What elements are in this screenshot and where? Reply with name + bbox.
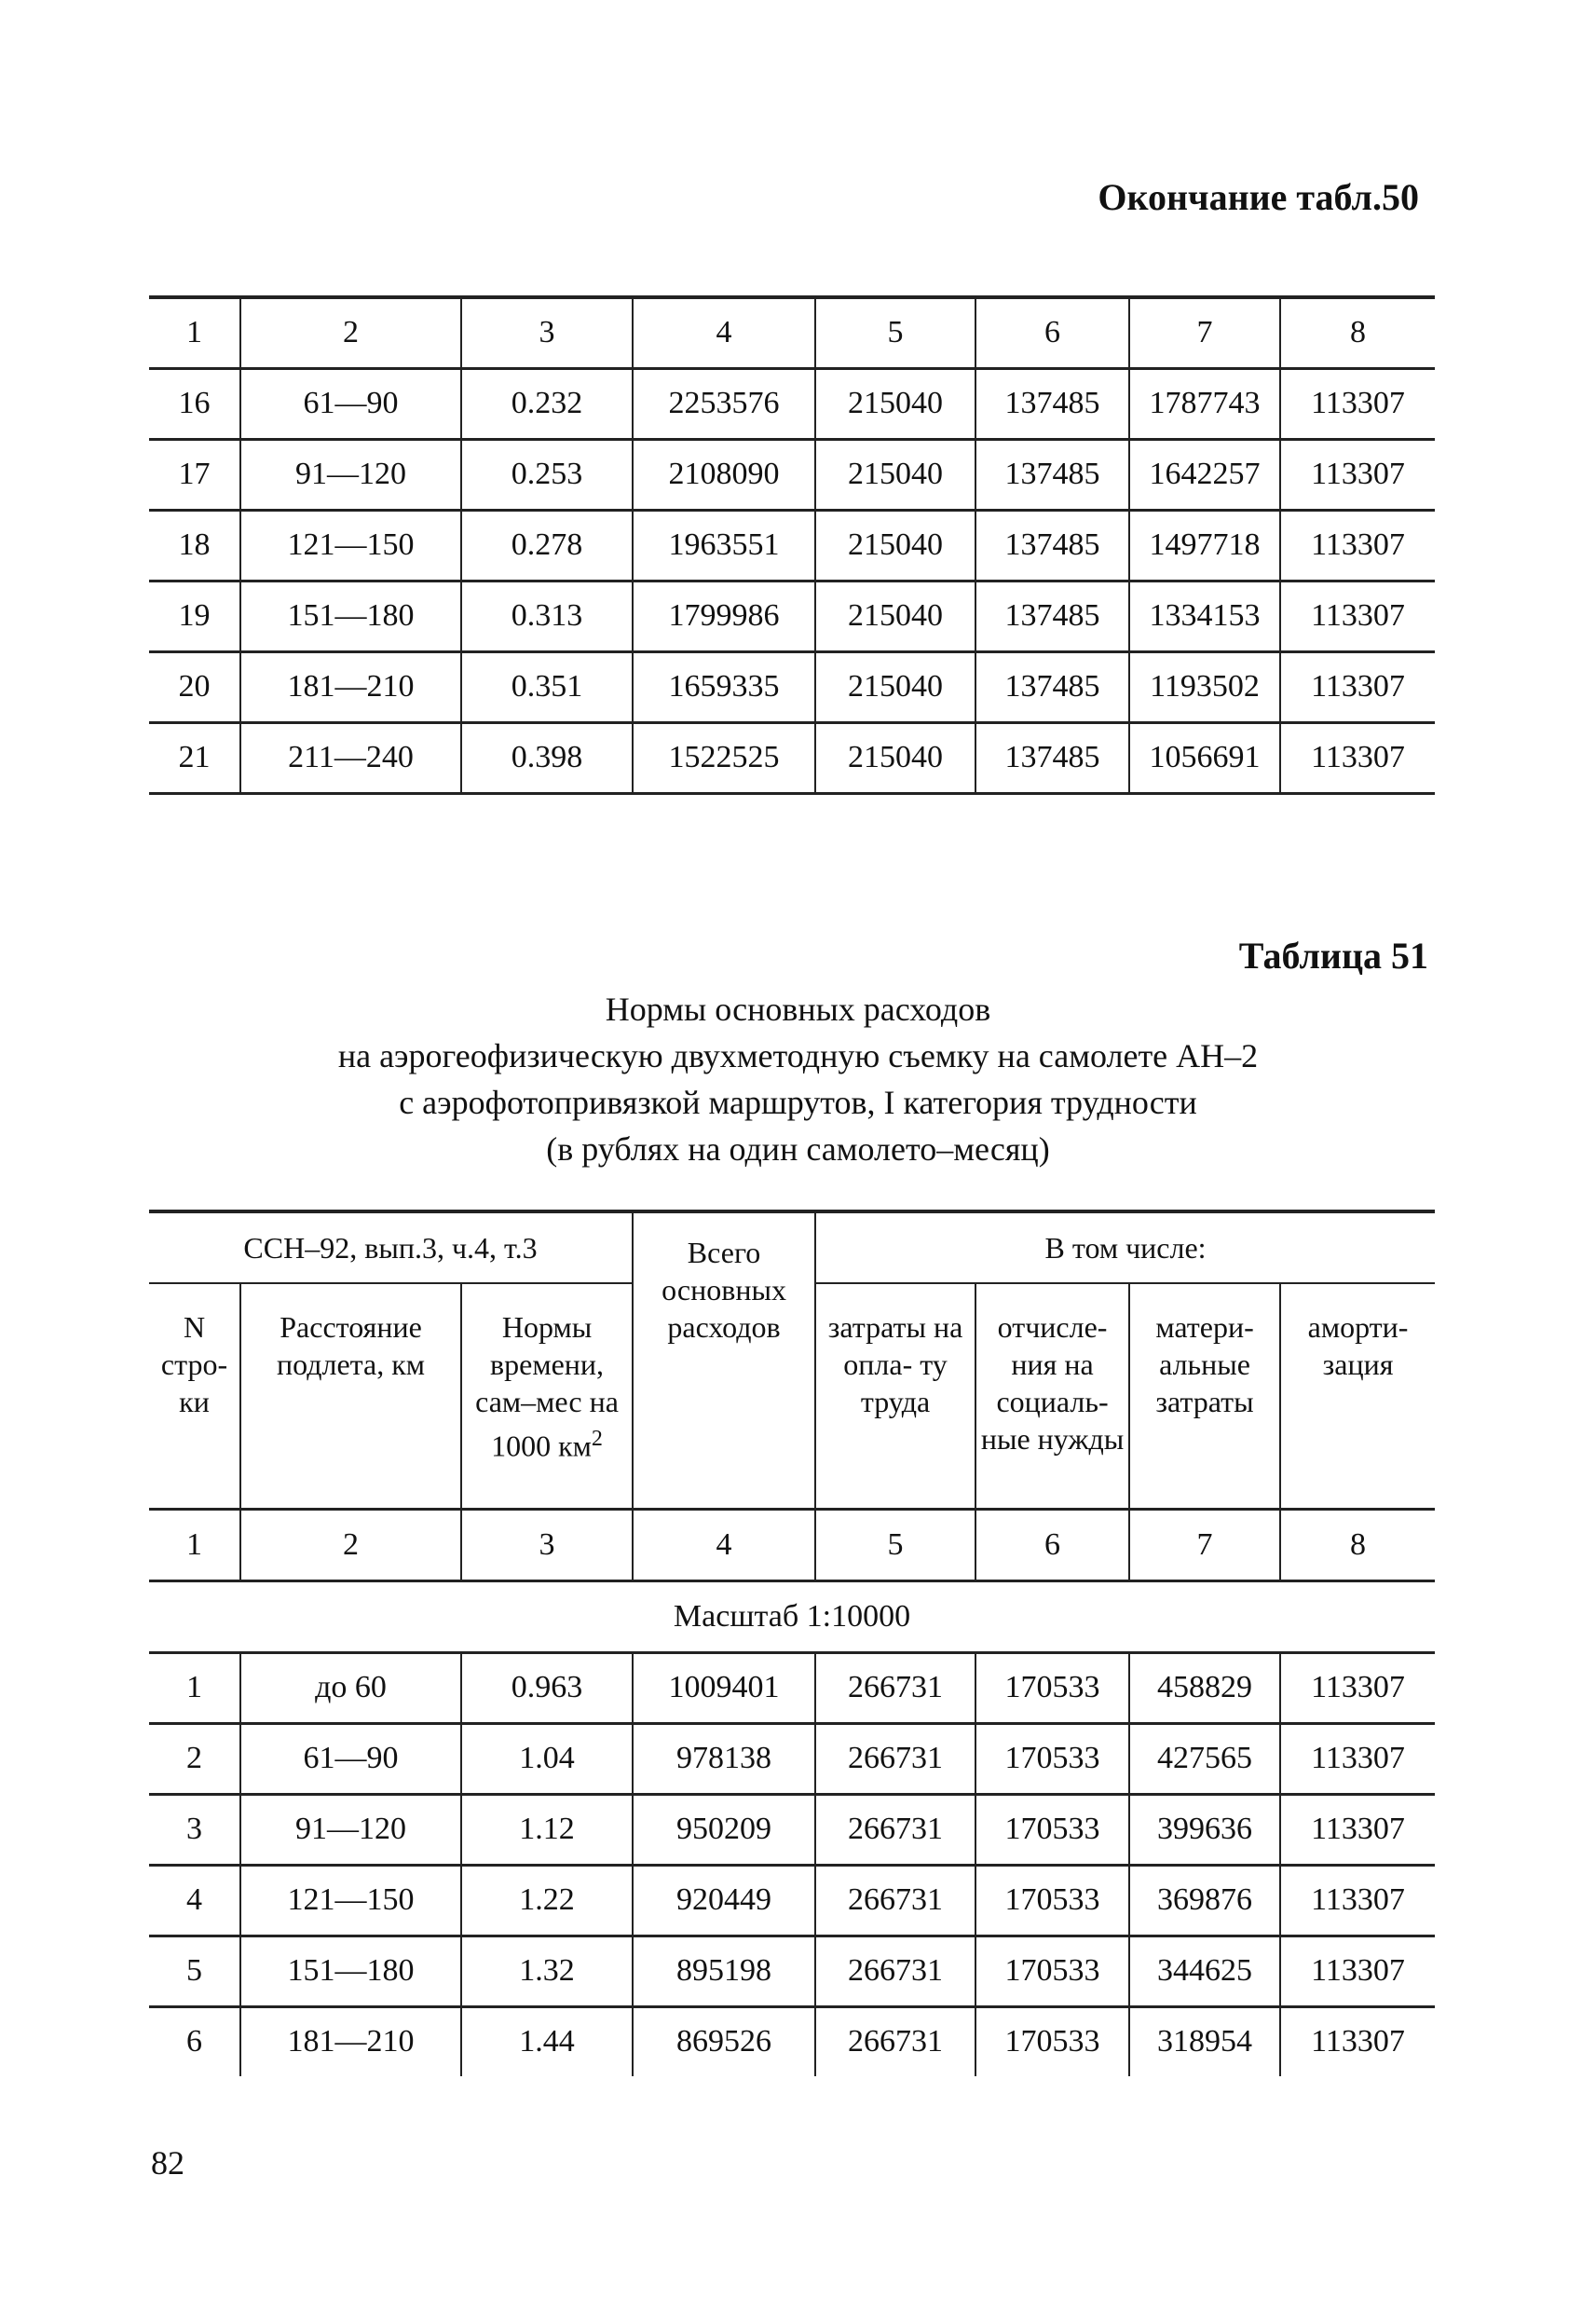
column-number-cell: 5 — [815, 1509, 975, 1580]
table-cell: 121—150 — [240, 510, 461, 581]
table-cell: 1 — [149, 1652, 240, 1723]
table-cell: 920449 — [633, 1865, 815, 1936]
table-row — [149, 368, 1435, 439]
table-cell: 266731 — [815, 2006, 975, 2076]
table-cell: 215040 — [815, 722, 975, 793]
table-header-row — [149, 297, 1435, 368]
table-cell: 458829 — [1129, 1652, 1280, 1723]
table-50-continuation — [149, 295, 1435, 795]
col-labor-header: затраты на опла- ту труда — [815, 1283, 975, 1509]
table-cell: 0.278 — [461, 510, 633, 581]
table-cell: 91—120 — [240, 439, 461, 510]
table-cell: 16 — [149, 368, 240, 439]
table-cell: 113307 — [1280, 2006, 1435, 2076]
column-number-cell: 4 — [633, 297, 815, 368]
table-row — [149, 2006, 1435, 2076]
table-cell: 151—180 — [240, 581, 461, 651]
column-number-cell: 6 — [975, 1509, 1129, 1580]
col-time-norm-text: Нормы времени, сам–мес на 1000 км — [475, 1310, 619, 1463]
table-51-title-line-1: Нормы основных расходов — [605, 991, 991, 1028]
column-number-cell: 7 — [1129, 297, 1280, 368]
table-cell: 91—120 — [240, 1794, 461, 1865]
table-cell: 0.398 — [461, 722, 633, 793]
table-row — [149, 722, 1435, 793]
table-cell: 121—150 — [240, 1865, 461, 1936]
col-time-norm-sup: 2 — [591, 1427, 603, 1451]
table-cell: 1787743 — [1129, 368, 1280, 439]
table-row — [149, 1652, 1435, 1723]
col-materials-header: матери- альные затраты — [1129, 1283, 1280, 1509]
table-cell: 1497718 — [1129, 510, 1280, 581]
table-cell: 6 — [186, 2024, 202, 2059]
table-cell: 21 — [149, 722, 240, 793]
column-number-cell: 8 — [1280, 1509, 1435, 1580]
table-cell: 61—90 — [240, 368, 461, 439]
table-cell: 0.313 — [461, 581, 633, 651]
table-cell: 113307 — [1280, 1652, 1435, 1723]
col-social-header: отчисле- ния на социаль- ные нужды — [975, 1283, 1129, 1509]
table-cell: 1.22 — [461, 1865, 633, 1936]
table-cell: 61—90 — [240, 1723, 461, 1794]
table-cell: 181—210 — [240, 2006, 461, 2076]
section-scale-header: Масштаб 1:10000 — [149, 1580, 1435, 1652]
group-header-ssn: ССН–92, вып.3, ч.4, т.3 — [149, 1211, 633, 1283]
table-51 — [149, 1210, 1435, 2076]
table-cell: 113307 — [1280, 439, 1435, 510]
table-cell: 1.44 — [461, 2006, 633, 2076]
table-cell: 113307 — [1280, 1936, 1435, 2006]
table-51-title-line-2: на аэрогеофизическую двухметодную съемку на самолете АН–2 — [337, 1037, 1259, 1074]
table-cell: 137485 — [975, 581, 1129, 651]
table-cell: 978138 — [633, 1723, 815, 1794]
table-row — [149, 581, 1435, 651]
table-cell: 266731 — [815, 1723, 975, 1794]
table-cell: 215040 — [815, 651, 975, 722]
table-cell: 113307 — [1280, 651, 1435, 722]
table-51-title-line-3: с аэрофотопривязкой маршрутов, I категория трудности — [399, 1084, 1197, 1121]
column-number-cell: 1 — [149, 1509, 240, 1580]
table-cell: 2253576 — [633, 368, 815, 439]
group-header-including: В том числе: — [815, 1211, 1435, 1283]
table-cell: 113307 — [1280, 510, 1435, 581]
table-cell: 1334153 — [1129, 581, 1280, 651]
column-number-cell: 5 — [815, 297, 975, 368]
table-cell: 4 — [149, 1865, 240, 1936]
table-cell: 113307 — [1280, 722, 1435, 793]
table-cell: 1193502 — [1129, 651, 1280, 722]
table-cell: 137485 — [975, 439, 1129, 510]
table-cell: 215040 — [815, 581, 975, 651]
table-cell: 113307 — [1280, 581, 1435, 651]
table-51-label: Таблица 51 — [1238, 935, 1428, 977]
col-total-header: Всего основных расходов — [633, 1211, 815, 1509]
table-cell: 137485 — [975, 510, 1129, 581]
table-cell: 215040 — [815, 510, 975, 581]
table-51-title-line-4: (в рублях на один самолето–месяц) — [546, 1130, 1050, 1168]
table-row — [149, 651, 1435, 722]
column-number-cell: 2 — [240, 1509, 461, 1580]
table-cell: 2108090 — [633, 439, 815, 510]
table-cell: 215040 — [815, 439, 975, 510]
table-cell: 170533 — [975, 1723, 1129, 1794]
table-cell: 170533 — [975, 1865, 1129, 1936]
table-cell: 0.253 — [461, 439, 633, 510]
table-cell: 950209 — [633, 1794, 815, 1865]
table-cell: 1642257 — [1129, 439, 1280, 510]
table-cell: 1659335 — [633, 651, 815, 722]
table-cell: 113307 — [1280, 1723, 1435, 1794]
table-row — [149, 1723, 1435, 1794]
table-cell: 0.351 — [461, 651, 633, 722]
table-cell: до 60 — [240, 1652, 461, 1723]
col-time-norm-header — [461, 1283, 633, 1509]
table-cell: 1009401 — [633, 1652, 815, 1723]
table-cell: 399636 — [1129, 1794, 1280, 1865]
table-cell: 17 — [149, 439, 240, 510]
table-cell: 19 — [149, 581, 240, 651]
table-cell: 1963551 — [633, 510, 815, 581]
column-number-cell: 4 — [633, 1509, 815, 1580]
table-row — [149, 510, 1435, 581]
table-cell: 137485 — [975, 368, 1129, 439]
table-row — [149, 1936, 1435, 2006]
table-cell: 1.32 — [461, 1936, 633, 2006]
table-row — [149, 1794, 1435, 1865]
table-cell: 151—180 — [240, 1936, 461, 2006]
table-cell: 170533 — [975, 1652, 1129, 1723]
table-cell: 113307 — [1280, 368, 1435, 439]
table-cell: 1522525 — [633, 722, 815, 793]
page-number: 82 — [151, 2144, 184, 2182]
table-cell: 266731 — [815, 1936, 975, 2006]
table-row — [149, 439, 1435, 510]
table-cell: 170533 — [975, 1794, 1129, 1865]
table-cell: 137485 — [975, 651, 1129, 722]
continuation-label: Окончание табл.50 — [1098, 176, 1419, 218]
col-row-no-header: N стро- ки — [160, 1310, 228, 1418]
table-cell: 869526 — [633, 2006, 815, 2076]
table-cell: 318954 — [1129, 2006, 1280, 2076]
table-cell: 266731 — [815, 1794, 975, 1865]
table-cell: 5 — [149, 1936, 240, 2006]
table-cell: 137485 — [975, 722, 1129, 793]
table-cell: 18 — [149, 510, 240, 581]
table-cell: 20 — [149, 651, 240, 722]
table-cell: 113307 — [1280, 1794, 1435, 1865]
table-cell: 369876 — [1129, 1865, 1280, 1936]
table-cell: 266731 — [815, 1865, 975, 1936]
table-cell: 181—210 — [240, 651, 461, 722]
column-number-cell: 8 — [1280, 297, 1435, 368]
table-cell: 427565 — [1129, 1723, 1280, 1794]
column-number-cell: 3 — [461, 297, 633, 368]
table-cell: 211—240 — [240, 722, 461, 793]
column-number-cell: 6 — [975, 297, 1129, 368]
table-cell: 1799986 — [633, 581, 815, 651]
table-cell: 170533 — [975, 1936, 1129, 2006]
table-cell: 1056691 — [1129, 722, 1280, 793]
column-number-cell: 1 — [149, 297, 240, 368]
table-cell: 0.232 — [461, 368, 633, 439]
table-cell: 344625 — [1129, 1936, 1280, 2006]
table-row — [149, 1865, 1435, 1936]
table-cell: 170533 — [975, 2006, 1129, 2076]
table-cell: 1.12 — [461, 1794, 633, 1865]
table-cell: 266731 — [815, 1652, 975, 1723]
table-cell: 113307 — [1280, 1865, 1435, 1936]
table-cell: 895198 — [633, 1936, 815, 2006]
table-cell: 3 — [149, 1794, 240, 1865]
col-distance-header: Расстояние подлета, км — [240, 1283, 461, 1509]
column-number-cell: 2 — [240, 297, 461, 368]
table-cell: 2 — [149, 1723, 240, 1794]
table-cell: 215040 — [815, 368, 975, 439]
column-number-cell: 3 — [461, 1509, 633, 1580]
table-cell: 0.963 — [461, 1652, 633, 1723]
column-number-cell: 7 — [1129, 1509, 1280, 1580]
col-amort-header: аморти- зация — [1280, 1283, 1435, 1509]
table-cell: 1.04 — [461, 1723, 633, 1794]
